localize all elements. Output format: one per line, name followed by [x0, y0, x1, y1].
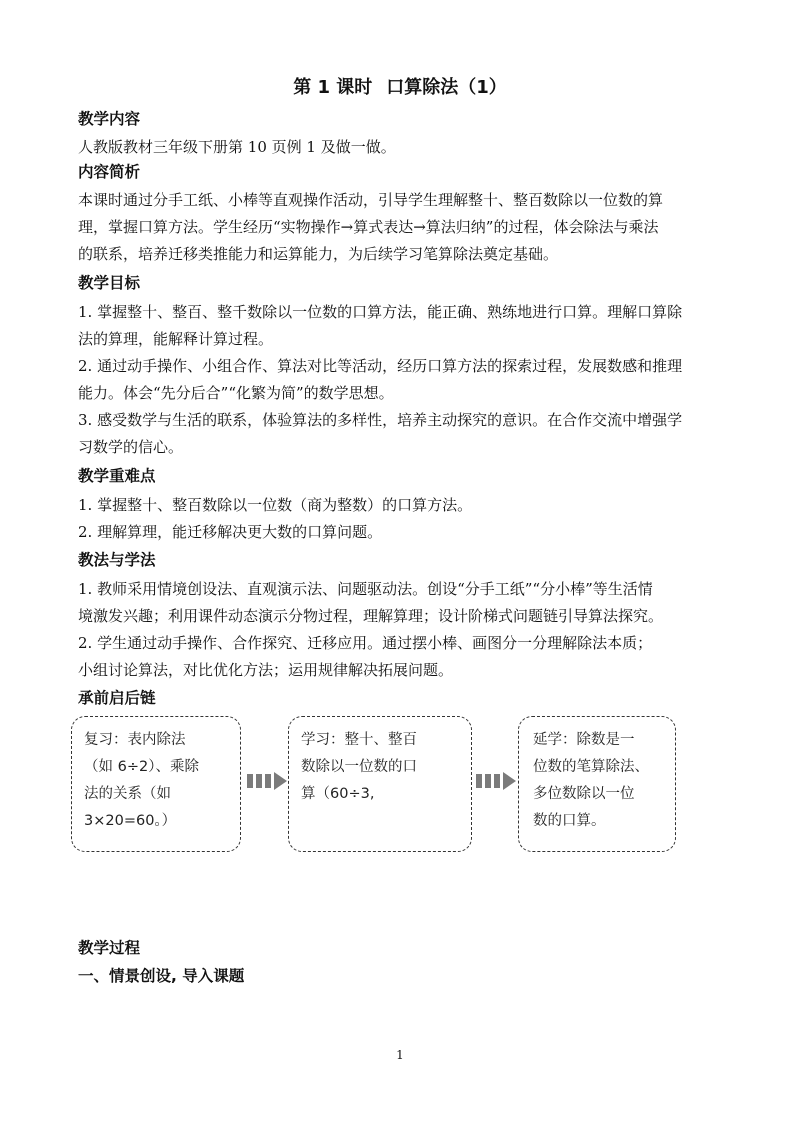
teaching-content-line: 人教版教材三年级下册第 10 页例 1 及做一做。 [78, 138, 396, 156]
goal-line: 3. 感受数学与生活的联系，体验算法的多样性，培养主动探究的意识。在合作交流中增强学 [78, 411, 683, 429]
goal-line: 2. 通过动手操作、小组合作、算法对比等活动，经历口算方法的探索过程，发展数感和推理 [78, 357, 683, 375]
heading-teaching-goals: 教学目标 [78, 274, 141, 292]
chain-box-line: 数除以一位数的口 [301, 759, 417, 775]
page-number: 1 [396, 1048, 404, 1062]
heading-lesson-chain: 承前启后链 [78, 689, 156, 707]
chain-box-line: 多位数除以一位 [533, 786, 635, 802]
goal-line: 能力。体会“先分后合”“化繁为简”的数学思想。 [78, 384, 394, 402]
subheading-scenario-intro: 一、情景创设, 导入课题 [78, 967, 245, 985]
goal-line: 1. 掌握整十、整百、整千数除以一位数的口算方法，能正确、熟练地进行口算。理解口算除 [78, 303, 683, 321]
page-title [0, 76, 800, 100]
chain-box-line: 复习：表内除法 [84, 732, 186, 748]
chain-box-review [71, 716, 241, 852]
arrow-right-icon [247, 772, 291, 790]
title-lesson: 第 1 课时 [293, 77, 373, 98]
chain-box-line: 3×20=60。） [84, 813, 177, 829]
goal-line: 习数学的信心。 [78, 438, 184, 456]
chain-box-line: 位数的笔算除法、 [533, 759, 649, 775]
arrow-right-icon [476, 772, 520, 790]
goal-line: 法的算理，能解释计算过程。 [78, 330, 274, 348]
analysis-line: 理，掌握口算方法。学生经历“实物操作→算式表达→算法归纳”的过程，体会除法与乘法 [78, 218, 659, 236]
method-line: 1. 教师采用情境创设法、直观演示法、问题驱动法。创设“分手工纸”“分小棒”等生活情 [78, 580, 653, 598]
analysis-line: 的联系，培养迁移类推能力和运算能力，为后续学习笔算除法奠定基础。 [78, 245, 559, 263]
chain-box-line: 学习：整十、整百 [301, 732, 417, 748]
chain-box-line: 法的关系（如 [84, 786, 171, 802]
chain-box-line: 数的口算。 [533, 813, 606, 829]
key-point-line: 1. 掌握整十、整百数除以一位数（商为整数）的口算方法。 [78, 496, 473, 514]
chain-box-extend [518, 716, 676, 852]
chain-box-line: （如 6÷2）、乘除 [84, 759, 199, 775]
chain-box-line: 算（60÷3, [301, 786, 375, 802]
heading-teaching-content: 教学内容 [78, 110, 141, 128]
heading-content-analysis: 内容简析 [78, 163, 141, 181]
title-topic: 口算除法（1） [386, 77, 507, 98]
analysis-line: 本课时通过分手工纸、小棒等直观操作活动，引导学生理解整十、整百数除以一位数的算 [78, 191, 664, 209]
key-point-line: 2. 理解算理，能迁移解决更大数的口算问题。 [78, 523, 383, 541]
heading-key-points: 教学重难点 [78, 467, 156, 485]
heading-teaching-process: 教学过程 [78, 939, 141, 957]
chain-box-learn [288, 716, 472, 852]
method-line: 小组讨论算法，对比优化方法；运用规律解决拓展问题。 [78, 661, 454, 679]
method-line: 2. 学生通过动手操作、合作探究、迁移应用。通过摆小棒、画图分一分理解除法本质； [78, 634, 653, 652]
chain-box-line: 延学：除数是一 [533, 732, 635, 748]
method-line: 境激发兴趣；利用课件动态演示分物过程，理解算理；设计阶梯式问题链引导算法探究。 [78, 607, 664, 625]
heading-methods: 教法与学法 [78, 551, 156, 569]
